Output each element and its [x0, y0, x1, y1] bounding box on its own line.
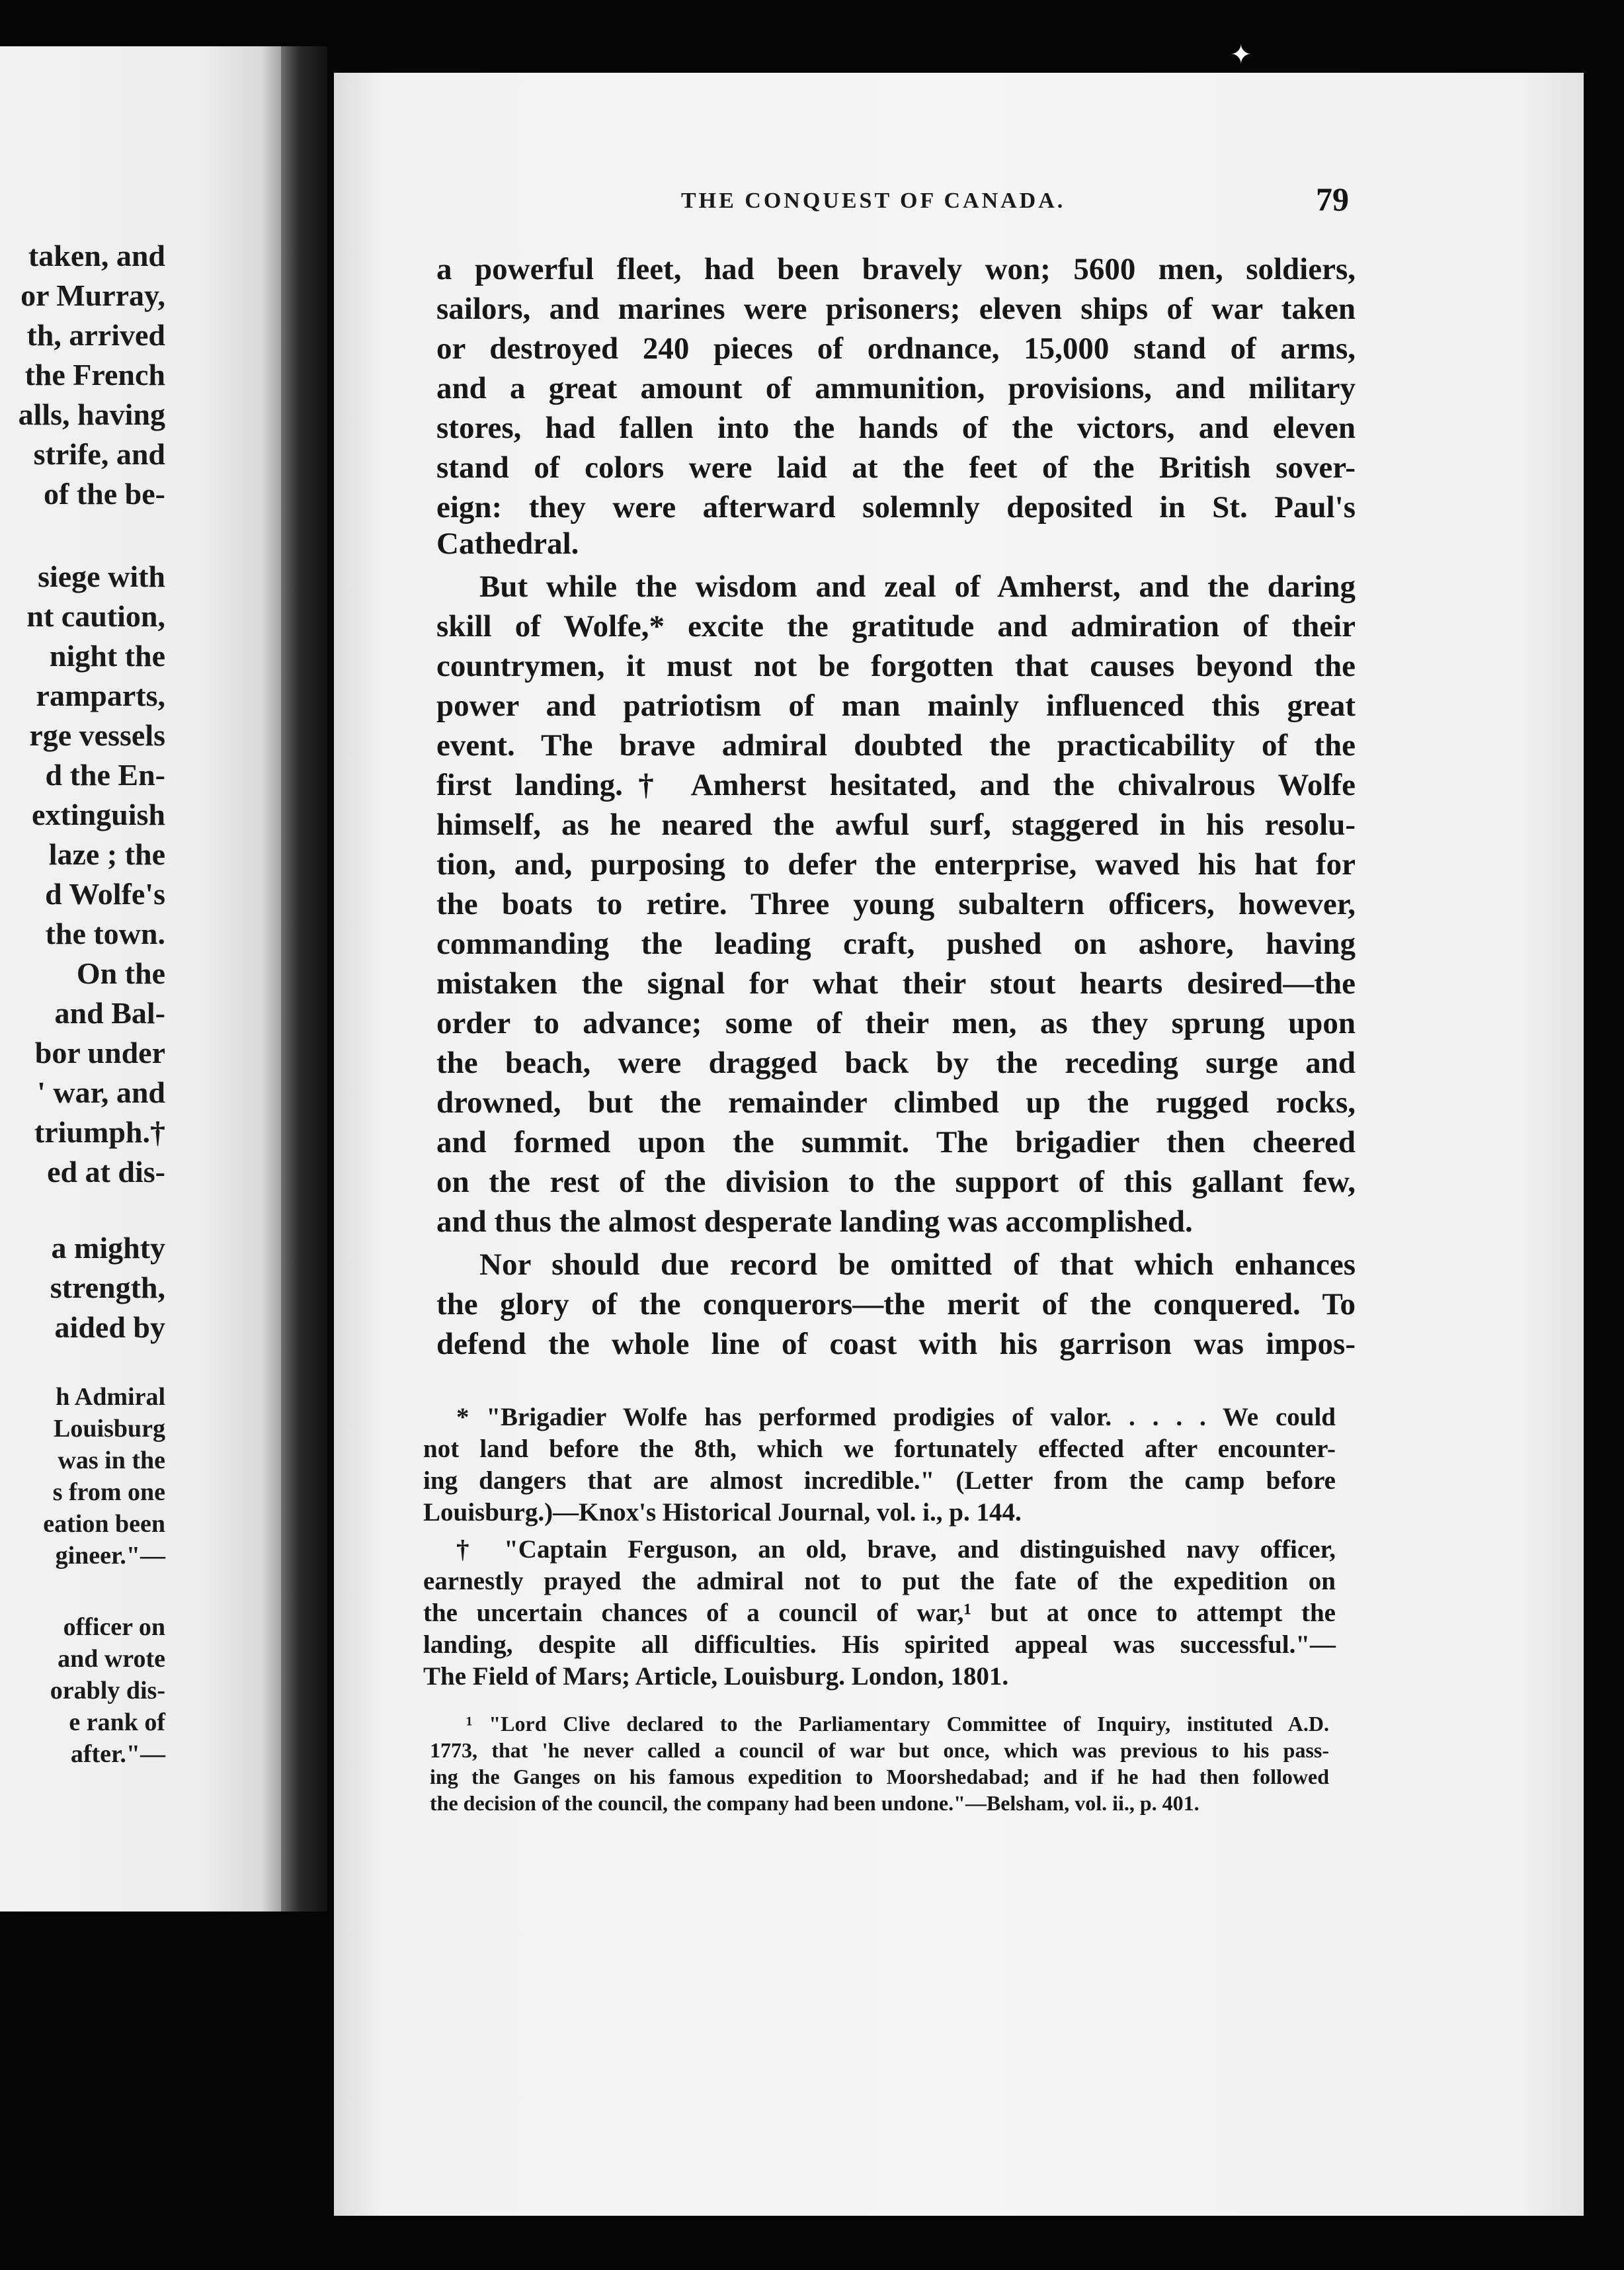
left-body-line: laze ; the — [48, 837, 165, 871]
footnote-line: earnestly prayed the admiral not to put the fate of the expedition on — [423, 1567, 1336, 1595]
body-line: and a great amount of ammunition, provisions, and military — [436, 371, 1356, 405]
left-body-line: the French — [24, 358, 165, 392]
body-line: the glory of the conquerors—the merit of the conquered. To — [436, 1287, 1356, 1322]
footnote-line: * "Brigadier Wolfe has performed prodigies of valor. . . . . We could — [456, 1403, 1336, 1431]
left-body-line: triumph.† — [34, 1115, 165, 1149]
footnote-line: landing, despite all difficulties. His spirited appeal was successful."— — [423, 1630, 1336, 1659]
left-body-line: or Murray, — [20, 278, 165, 312]
body-line: drowned, but the remainder climbed up the rugged rocks, — [436, 1085, 1356, 1120]
footnote-line: The Field of Mars; Article, Louisburg. London, 1801. — [423, 1662, 1009, 1691]
body-line: But while the wisdom and zeal of Amherst, and the daring — [479, 569, 1356, 604]
body-line: Nor should due record be omitted of that which enhances — [479, 1247, 1356, 1282]
body-line: Cathedral. — [436, 526, 579, 561]
left-body-line: a mighty — [51, 1231, 165, 1265]
body-line: and thus the almost desperate landing was accomplished. — [436, 1204, 1193, 1239]
left-note-line: was in the — [58, 1447, 165, 1474]
left-note-line: and wrote — [58, 1645, 165, 1673]
left-note-line: after."— — [70, 1740, 165, 1768]
left-note-line: Louisburg — [54, 1415, 165, 1443]
left-body-line: taken, and — [28, 239, 165, 273]
body-line: eign: they were afterward solemnly deposited in St. Paul's — [436, 490, 1356, 525]
left-note-line: eation been — [43, 1510, 165, 1538]
left-body-line: the town. — [45, 917, 165, 950]
subfootnote-line: ¹ "Lord Clive declared to the Parliamentary Committee of Inquiry, instituted A.D. — [466, 1712, 1329, 1736]
footnote-line: not land before the 8th, which we fortunately effected after encounter- — [423, 1435, 1336, 1463]
body-line: or destroyed 240 pieces of ordnance, 15,000 stand of arms, — [436, 331, 1356, 366]
left-body-line: ed at dis- — [47, 1155, 165, 1189]
left-body-line: aided by — [54, 1310, 165, 1344]
body-line: the boats to retire. Three young subaltern officers, however, — [436, 887, 1356, 921]
footnote-line: ing dangers that are almost incredible." (Letter from the camp before — [423, 1466, 1336, 1495]
running-head: THE CONQUEST OF CANADA. — [681, 189, 1066, 213]
subfootnote-line: the decision of the council, the company had been undone."—Belsham, vol. ii., p. 401. — [430, 1791, 1199, 1815]
left-note-line: gineer."— — [55, 1542, 165, 1570]
body-line: a powerful fleet, had been bravely won; 5600 men, soldiers, — [436, 252, 1356, 286]
footnote-line: the uncertain chances of a council of war,¹ but at once to attempt the — [423, 1599, 1336, 1627]
body-line: stand of colors were laid at the feet of the British sover- — [436, 450, 1356, 485]
body-line: event. The brave admiral doubted the practicability of the — [436, 728, 1356, 763]
page-number: 79 — [1316, 181, 1349, 218]
body-line: himself, as he neared the awful surf, staggered in his resolu- — [436, 808, 1356, 842]
left-body-line: ' war, and — [37, 1075, 165, 1109]
previous-page-text — [0, 46, 291, 1912]
body-line: power and patriotism of man mainly influenced this great — [436, 689, 1356, 723]
footnote-line: † "Captain Ferguson, an old, brave, and distinguished navy officer, — [456, 1535, 1336, 1564]
left-body-line: d the En- — [45, 758, 165, 792]
left-note-line: orably dis- — [50, 1677, 165, 1704]
scan-speck-icon: ✦ — [1230, 40, 1252, 70]
left-note-line: officer on — [63, 1613, 165, 1641]
left-body-line: night the — [49, 639, 165, 673]
body-line: sailors, and marines were prisoners; eleven ships of war taken — [436, 292, 1356, 326]
body-line: order to advance; some of their men, as they sprung upon — [436, 1006, 1356, 1040]
left-note-line: h Admiral — [56, 1383, 165, 1411]
left-body-line: and Bal- — [54, 996, 165, 1030]
previous-page-fragment — [0, 46, 291, 1912]
left-body-line: of the be- — [44, 477, 165, 511]
body-line: on the rest of the division to the support of this gallant few, — [436, 1165, 1356, 1199]
subfootnote-line: ing the Ganges on his famous expedition to Moorshedabad; and if he had then followed — [430, 1765, 1329, 1788]
left-body-line: siege with — [38, 560, 165, 593]
left-body-line: d Wolfe's — [45, 877, 165, 911]
left-note-line: s from one — [52, 1478, 165, 1506]
body-line: the beach, were dragged back by the receding surge and — [436, 1046, 1356, 1080]
left-body-line: On the — [76, 956, 165, 990]
left-body-line: nt caution, — [26, 599, 165, 633]
body-line: defend the whole line of coast with his garrison was impos- — [436, 1327, 1356, 1361]
left-body-line: strength, — [50, 1271, 165, 1304]
body-line: skill of Wolfe,* excite the gratitude and admiration of their — [436, 609, 1356, 644]
book-gutter — [281, 46, 327, 1912]
left-body-line: extinguish — [32, 798, 165, 831]
left-body-line: bor under — [34, 1036, 165, 1070]
body-line: and formed upon the summit. The brigadier then cheered — [436, 1125, 1356, 1159]
subfootnote-line: 1773, that 'he never called a council of war but once, which was previous to his pass- — [430, 1738, 1329, 1762]
body-line: tion, and, purposing to defer the enterprise, waved his hat for — [436, 847, 1356, 882]
left-body-line: alls, having — [18, 398, 165, 431]
footnote-line: Louisburg.)—Knox's Historical Journal, vol. i., p. 144. — [423, 1498, 1022, 1527]
body-line: mistaken the signal for what their stout hearts desired—the — [436, 966, 1356, 1001]
body-line: first landing.† Amherst hesitated, and the chivalrous Wolfe — [436, 768, 1356, 802]
left-body-line: ramparts, — [36, 679, 165, 712]
body-line: countrymen, it must not be forgotten that causes beyond the — [436, 649, 1356, 683]
left-body-line: strife, and — [33, 437, 165, 471]
left-note-line: e rank of — [69, 1708, 165, 1736]
left-body-line: rge vessels — [29, 718, 165, 752]
body-line: commanding the leading craft, pushed on ashore, having — [436, 927, 1356, 961]
left-body-line: th, arrived — [26, 318, 165, 352]
body-line: stores, had fallen into the hands of the victors, and eleven — [436, 411, 1356, 445]
